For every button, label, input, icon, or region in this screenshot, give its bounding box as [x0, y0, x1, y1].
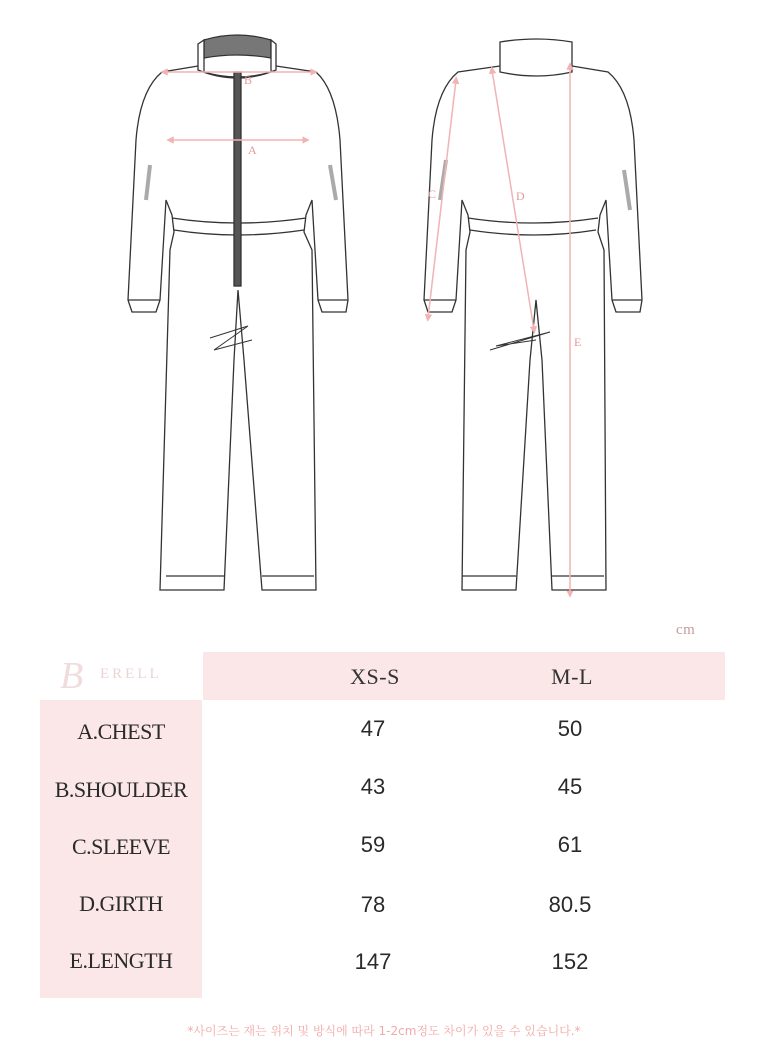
- cell-length-xs-s: 147: [354, 949, 392, 974]
- logo-mark: B: [60, 655, 84, 697]
- measurement-footnote: *사이즈는 재는 위치 및 방식에 따라 1-2cm정도 차이가 있을 수 있습니다.*: [187, 1024, 581, 1038]
- measure-label-b: B: [244, 73, 253, 87]
- measure-label-c: C: [428, 187, 437, 201]
- back-view: [424, 39, 642, 590]
- row-label-chest: A.CHEST: [77, 719, 165, 744]
- cell-length-m-l: 152: [551, 949, 589, 974]
- logo-text: ERELL: [100, 666, 162, 682]
- girth-measure-line: [492, 70, 534, 330]
- cell-girth-m-l: 80.5: [548, 892, 592, 917]
- size-header-background: [203, 652, 725, 700]
- cell-sleeve-m-l: 61: [557, 832, 583, 857]
- cell-chest-m-l: 50: [557, 716, 583, 741]
- cell-girth-xs-s: 78: [360, 892, 386, 917]
- brand-logo: [60, 652, 200, 700]
- row-label-length: E.LENGTH: [69, 948, 173, 973]
- column-header-m-l: M-L: [551, 664, 593, 689]
- unit-label: cm: [676, 622, 696, 638]
- cell-sleeve-xs-s: 59: [360, 832, 386, 857]
- column-header-xs-s: XS-S: [350, 664, 400, 689]
- front-view: [128, 35, 348, 590]
- row-label-girth: D.GIRTH: [79, 891, 163, 916]
- measure-label-d: D: [516, 189, 525, 203]
- measure-label-a: A: [248, 143, 257, 157]
- row-label-shoulder: B.SHOULDER: [54, 777, 188, 802]
- cell-shoulder-m-l: 45: [557, 774, 583, 799]
- measure-label-e: E: [574, 335, 582, 349]
- row-label-sleeve: C.SLEEVE: [71, 834, 171, 859]
- cell-shoulder-xs-s: 43: [360, 774, 386, 799]
- cell-chest-xs-s: 47: [360, 716, 386, 741]
